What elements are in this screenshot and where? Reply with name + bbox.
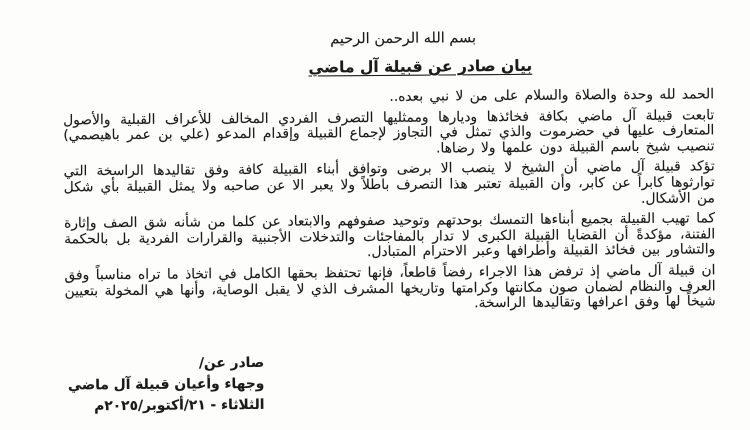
signature-block: [64, 353, 264, 418]
statement-date: الثلاثاء - ٢١/أكتوبر/٢٠٢٥م: [94, 396, 265, 415]
statement-paragraph-monitoring: تابعت قبيلة آل ماضي بكافة فخائذها وديارها وممثليها التصرف الفردي المخالف للأعراف القبلية والأصول المتعارف عليها في حضرموت والذي تمثل في التجاوز لإجماع القبيلة وإقدام المدعو (علي بن عمر باهيصمي) تنصيب شيخ باسم القبيلة دون علمها ولا رضاها.: [63, 106, 715, 157]
statement-paragraph-rejection: ان قبيلة آل ماضي إذ ترفض هذا الاجراء رفضاً قاطعاً، فإنها تحتفظ بحقها الكامل في اتخاذ ما تراه مناسباً وفق العرف والنظام لضمان صون مكانتها وكرامتها وتاريخها المشرف الذي لا يقبل الوصاية، وأنها هي المخولة بتعيين شيخاً لها وفق اعرافها وتقاليدها الراسخة.: [64, 262, 716, 312]
issued-by-names: وجهاء وأعيان قبيلة آل ماضي: [67, 375, 265, 394]
bismillah-text: بسم الله الرحمن الرحيم: [330, 30, 477, 48]
statement-paragraph-assertion: تؤكد قبيلة آل ماضي أن الشيخ لا ينصب الا برضى وتوافق أبناء القبيلة كافة وفق تقاليدها الراسخة التي توارثوها كابراً عن كابر، وأن القبيلة تعتبر هذا التصرف باطلاً ولا يعبر الا عن صاحبه ولا يمثل القبيلة بأي شكل من الأشكال.: [63, 158, 715, 207]
statement-body: [63, 87, 716, 315]
statement-title: بيان صادر عن قبيلة آل ماضي: [308, 56, 533, 77]
statement-paragraph-opening: الحمد لله وحدة والصلاة والسلام على من لا نبي بعده..: [389, 86, 715, 105]
issued-by-label: صادر عن/: [198, 354, 265, 372]
statement-paragraph-appeal: كما تهيب القبيلة بجميع أبناءها التمسك بوحدتهم وتوحيد صفوفهم والابتعاد عن كلما من شأنه شق الصف وإثارة الفتنة، مؤكدةً أن القضايا القبيلة الكبرى لا تدار بالمفاجئات والتدخلات الأجنبية والقرارات الفردية بل بالحكمة والتشاور بين فخائذ القبيلة وأطرافها وعبر الاحترام المتبادل.: [63, 210, 716, 261]
